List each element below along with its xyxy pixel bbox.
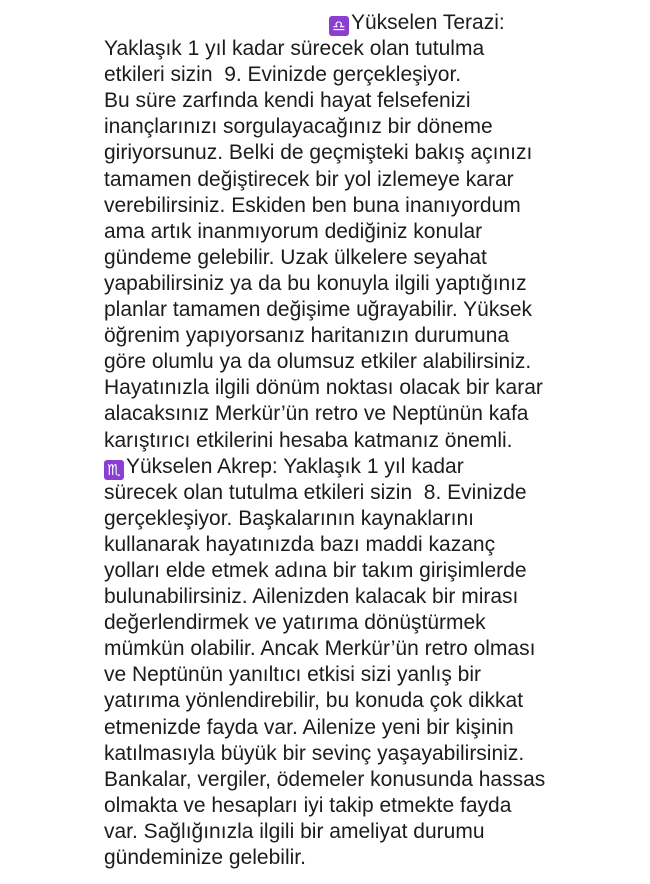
- libra-line-12: öğrenim yapıyorsanız haritanızın durumuna: [104, 324, 510, 348]
- scorpio-line-9: yatırıma yönlendirebilir, bu konuda çok dikkat: [104, 689, 524, 713]
- libra-line-4: inançlarınızı sorgulayacağınız bir döneme: [104, 115, 493, 139]
- libra-line-10: yapabilirsiniz ya da bu konuyla ilgili yaptığınız: [104, 271, 527, 295]
- libra-heading: [104, 10, 574, 36]
- horoscope-text: [104, 10, 574, 871]
- scorpio-line-6: değerlendirmek ve yatırıma dönüştürmek: [104, 611, 486, 635]
- libra-line-11: planlar tamamen değişime uğrayabilir. Yüksek: [104, 298, 532, 322]
- scorpio-line-5: bulunabilirsiniz. Ailenizden kalacak bir mirası: [104, 585, 519, 609]
- libra-line-1: Yaklaşık 1 yıl kadar sürecek olan tutulma: [104, 37, 485, 61]
- libra-line-3: Bu süre zarfında kendi hayat felsefenizi: [104, 89, 471, 113]
- libra-line-9: gündeme gelebilir. Uzak ülkelere seyahat: [104, 245, 487, 269]
- scorpio-line-1: sürecek olan tutulma etkileri sizin 8. Evinizde: [104, 480, 527, 504]
- libra-line-6: tamamen değiştirecek bir yol izlemeye karar: [104, 167, 514, 191]
- libra-icon: ♎: [329, 16, 349, 36]
- scorpio-heading: [104, 454, 574, 480]
- libra-line-16: karıştırıcı etkilerini hesaba katmanız önemli.: [104, 428, 513, 452]
- scorpio-line-8: ve Neptünün yanıltıcı etkisi sizi yanlış bir: [104, 663, 481, 687]
- libra-line-14: Hayatınızla ilgili dönüm noktası olacak bir karar: [104, 376, 543, 400]
- scorpio-section: [104, 454, 574, 872]
- libra-line-8: ama artık inanmıyorum dediğiniz konular: [104, 219, 483, 243]
- scorpio-line-3: kullanarak hayatınızda bazı maddi kazanç: [104, 532, 496, 556]
- libra-line-7: verebilirsiniz. Eskiden ben buna inanıyordum: [104, 193, 521, 217]
- scorpio-line-13: olmakta ve hesapları iyi takip etmekte fayda: [104, 793, 512, 817]
- libra-line-5: giriyorsunuz. Belki de geçmişteki bakış açınızı: [104, 141, 533, 165]
- scorpio-heading-text: Yükselen Akrep: Yaklaşık 1 yıl kadar: [126, 454, 464, 478]
- libra-line-15: alacaksınız Merkür’ün retro ve Neptünün kafa: [104, 402, 529, 426]
- scorpio-line-7: mümkün olabilir. Ancak Merkür’ün retro olması: [104, 637, 536, 661]
- scorpio-line-4: yolları elde etmek adına bir takım girişimlerde: [104, 558, 527, 582]
- scorpio-line-15: gündeminize gelebilir.: [104, 846, 306, 869]
- libra-section: [104, 10, 574, 454]
- libra-line-13: göre olumlu ya da olumsuz etkiler alabilirsiniz.: [104, 350, 532, 374]
- scorpio-line-10: etmenizde fayda var. Ailenize yeni bir kişinin: [104, 715, 514, 739]
- scorpio-line-2: gerçekleşiyor. Başkalarının kaynaklarını: [104, 506, 475, 530]
- scorpio-line-14: var. Sağlığınızla ilgili bir ameliyat durumu: [104, 819, 485, 843]
- libra-line-2: etkileri sizin 9. Evinizde gerçekleşiyor.: [104, 63, 462, 87]
- scorpio-icon: ♏: [104, 460, 124, 480]
- scorpio-line-11: katılmasıyla büyük bir sevinç yaşayabilirsiniz.: [104, 741, 525, 765]
- libra-heading-text: Yükselen Terazi:: [351, 11, 505, 34]
- scorpio-line-12: Bankalar, vergiler, ödemeler konusunda hassas: [104, 767, 546, 791]
